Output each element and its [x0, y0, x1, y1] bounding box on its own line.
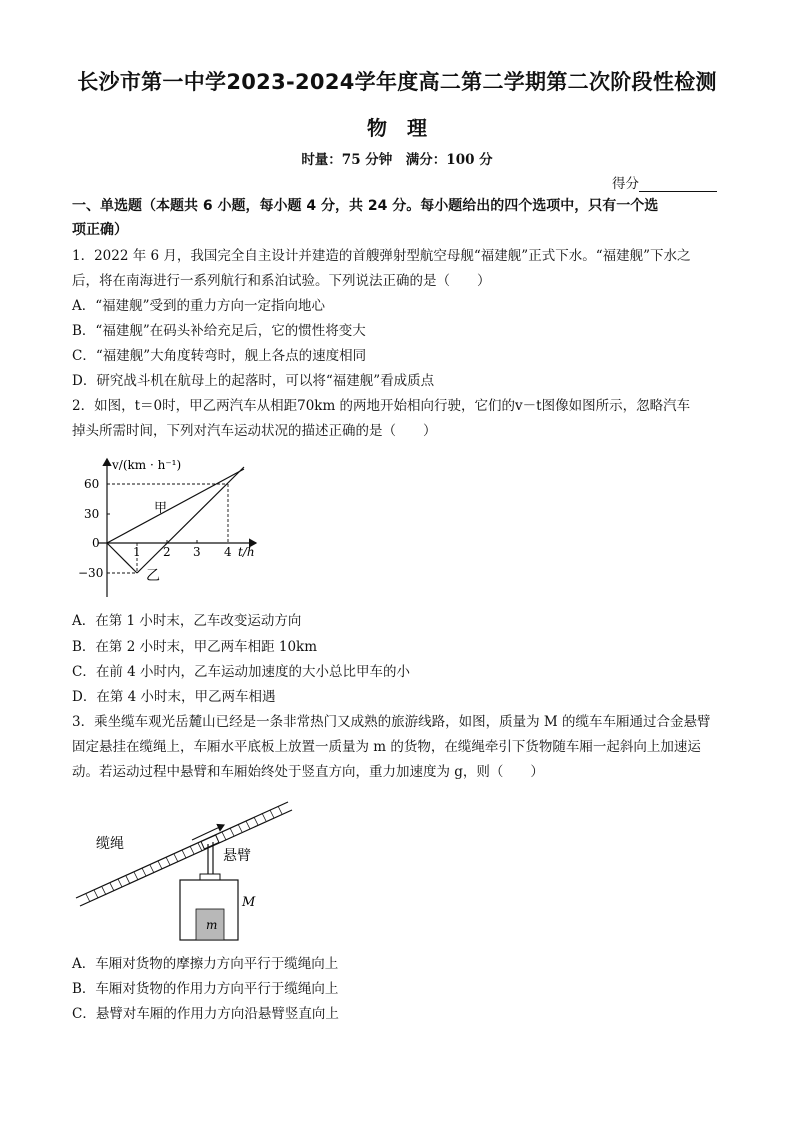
- exam-title: 长沙市第一中学2023-2024学年度高二第二学期第二次阶段性检测: [77, 70, 717, 94]
- score-label: 得分: [612, 176, 639, 192]
- series-jia-line: [107, 469, 244, 543]
- cargo-mass-label: m: [206, 918, 218, 932]
- y-tick-0: 0: [92, 536, 100, 550]
- x-tick-3: 3: [193, 545, 201, 559]
- score-blank: [639, 177, 717, 192]
- q2-option-d: D．在第 4 小时末，甲乙两车相遇: [72, 689, 276, 705]
- x-tick-2: 2: [163, 545, 171, 559]
- arm-label: 悬臂: [223, 848, 251, 864]
- q3-stem-line3: 动。若运动过程中悬臂和车厢始终处于竖直方向，重力加速度为 g，则（ ）: [72, 764, 544, 780]
- q1-stem-line1: 1．2022 年 6 月，我国完全自主设计并建造的首艘弹射型航空母舰“福建舰”正式下水。“福建舰”下水之: [72, 248, 691, 264]
- car-mass-label: M: [242, 895, 256, 910]
- series-jia-label: 甲: [154, 501, 168, 516]
- q3-option-b: B．车厢对货物的作用力方向平行于缆绳向上: [72, 981, 339, 997]
- y-axis-label: v/(km · h⁻¹): [112, 458, 182, 472]
- x-tick-4: 4: [224, 545, 232, 559]
- q1-option-d: D．研究战斗机在航母上的起落时，可以将“福建舰”看成质点: [72, 373, 435, 389]
- q1-option-b: B．“福建舰”在码头补给充足后，它的惯性将变大: [72, 323, 366, 339]
- q3-stem-line2: 固定悬挂在缆绳上，车厢水平底板上放置一质量为 m 的货物，在缆绳牵引下货物随车厢一起斜向上加速运: [72, 739, 701, 755]
- q2-stem-line2: 掉头所需时间，下列对汽车运动状况的描述正确的是（ ）: [72, 423, 437, 439]
- x-axis-label: t/h: [238, 545, 255, 559]
- time-info: 时量：75 分钟 满分：100 分: [301, 152, 493, 168]
- q3-stem-line1: 3．乘坐缆车观光岳麓山已经是一条非常热门又成熟的旅游线路，如图，质量为 M 的缆车车厢通过合金悬臂: [72, 714, 711, 730]
- series-yi-label: 乙: [146, 568, 160, 584]
- q1-stem-line2: 后，将在南海进行一系列航行和系泊试验。下列说法正确的是（ ）: [72, 273, 491, 289]
- vt-graph: [78, 455, 278, 605]
- q2-option-a: A．在第 1 小时末，乙车改变运动方向: [72, 613, 302, 629]
- cable-clamp: [201, 835, 219, 849]
- section-heading-line2: 项正确）: [72, 222, 128, 238]
- cable-label: 缆绳: [96, 836, 124, 852]
- subject-title: 物 理: [367, 116, 427, 140]
- q2-stem-line1: 2．如图，t＝0时，甲乙两汽车从相距70km 的两地开始相向行驶，它们的v－t图像如图所示，忽略汽车: [72, 398, 691, 414]
- q1-option-c: C．“福建舰”大角度转弯时，舰上各点的速度相同: [72, 348, 367, 364]
- x-tick-1: 1: [133, 545, 141, 559]
- q2-option-c: C．在前 4 小时内，乙车运动加速度的大小总比甲车的小: [72, 664, 411, 680]
- arm-mount: [200, 874, 220, 880]
- y-tick-30: 30: [84, 507, 100, 521]
- q3-option-a: A．车厢对货物的摩擦力方向平行于缆绳向上: [72, 956, 339, 972]
- section-heading-line1: 一、单选题（本题共 6 小题，每小题 4 分，共 24 分。每小题给出的四个选项中，只有一个选: [72, 198, 659, 214]
- q1-option-a: A．“福建舰”受到的重力方向一定指向地心: [72, 298, 326, 314]
- y-tick-minus30: −30: [78, 566, 104, 580]
- score-field: [612, 172, 717, 192]
- q3-option-c: C．悬臂对车厢的作用力方向沿悬臂竖直向上: [72, 1006, 339, 1022]
- cable-car-figure: [74, 796, 296, 944]
- q2-option-b: B．在第 2 小时末，甲乙两车相距 10km: [72, 639, 318, 655]
- y-tick-60: 60: [84, 477, 100, 491]
